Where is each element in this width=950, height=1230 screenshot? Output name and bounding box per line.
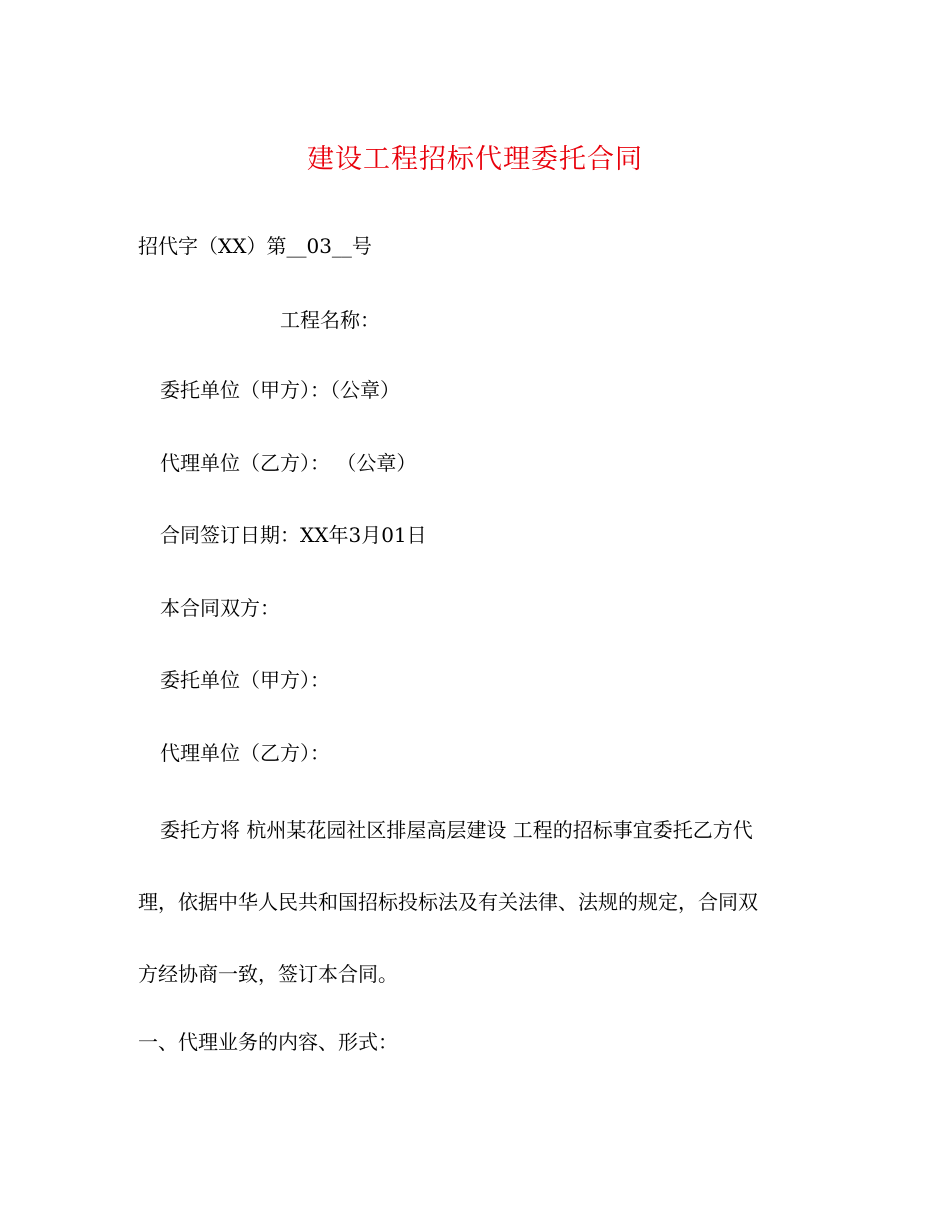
- client-unit-label: 委托单位（甲方）：: [160, 668, 330, 692]
- contract-sign-date: 合同签订日期：XX年3月01日: [160, 523, 427, 547]
- agent-unit-label: 代理单位（乙方）：: [160, 741, 330, 765]
- entrustment-paragraph: [138, 812, 818, 1028]
- project-name-label: 工程名称：: [280, 308, 380, 332]
- reference-number: 招代字（XX）第__03__号: [138, 234, 372, 258]
- paragraph-line: 方经协商一致，签订本合同。: [138, 962, 398, 986]
- agent-unit-seal-line: 代理单位（乙方）： （公章）: [160, 451, 417, 475]
- document-title: 建设工程招标代理委托合同: [307, 144, 643, 175]
- parties-heading: 本合同双方：: [160, 596, 280, 620]
- client-unit-seal-line: 委托单位（甲方）：（公章）: [160, 378, 400, 402]
- section-one-heading: 一、代理业务的内容、形式：: [138, 1030, 398, 1054]
- paragraph-line: 理，依据中华人民共和国招标投标法及有关法律、法规的规定，合同双: [138, 890, 758, 914]
- paragraph-line: 委托方将 杭州某花园社区排屋高层建设 工程的招标事宜委托乙方代: [160, 818, 753, 842]
